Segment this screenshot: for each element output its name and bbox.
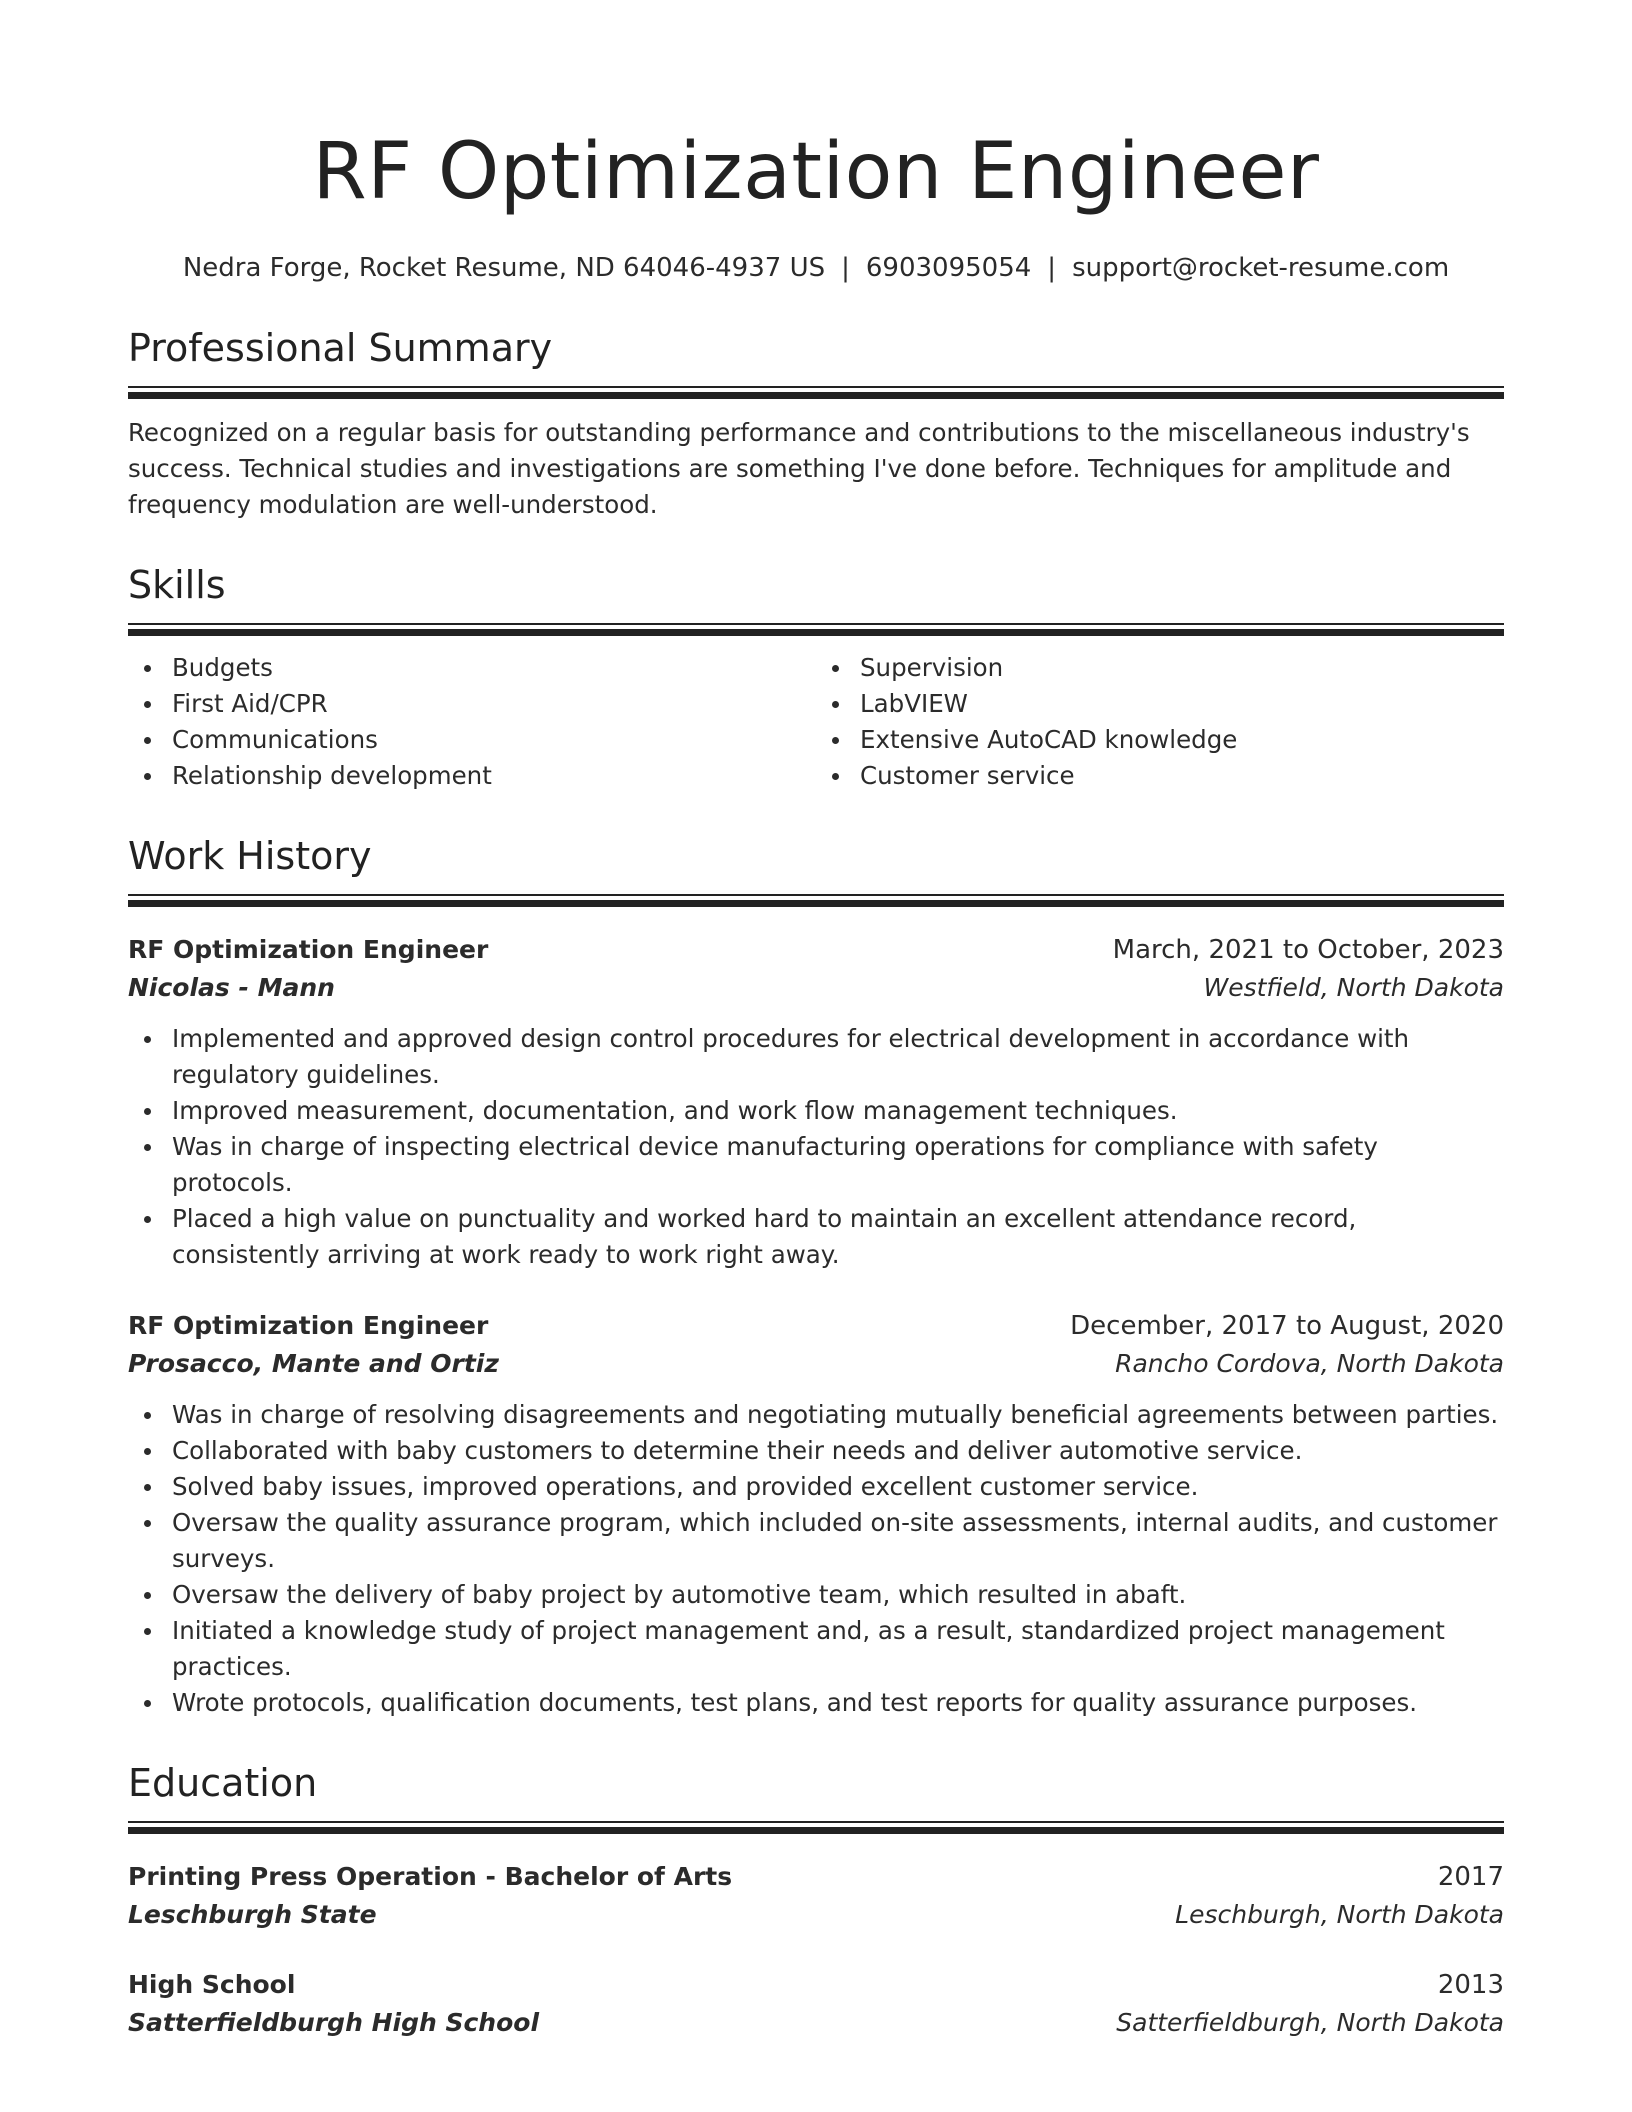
job-dates: March, 2021 to October, 2023 xyxy=(1112,935,1504,965)
contact-separator: | xyxy=(841,253,850,283)
education-location: Leschburgh, North Dakota xyxy=(1175,1900,1504,1929)
job-location: Westfield, North Dakota xyxy=(1203,973,1504,1002)
education-heading: Education xyxy=(128,1761,318,1805)
skills-grid xyxy=(128,650,1504,794)
education-school: Satterfieldburgh High School xyxy=(128,2008,540,2037)
section-divider-thin xyxy=(128,386,1504,388)
skills-heading: Skills xyxy=(128,563,226,607)
job-bullets xyxy=(128,1397,1504,1721)
education-entry xyxy=(128,1858,1504,1934)
work-history-section xyxy=(128,830,1504,1721)
skill-item: LabVIEW xyxy=(860,686,1504,722)
education-header-row xyxy=(128,1858,1504,1896)
job-employer: Prosacco, Mante and Ortiz xyxy=(128,1349,499,1378)
job-bullet: Implemented and approved design control procedures for electrical development in accordance with regulatory guidelines. xyxy=(172,1021,1504,1093)
skills-column-left xyxy=(128,650,816,794)
job-bullet: Collaborated with baby customers to determine their needs and deliver automotive service. xyxy=(172,1433,1504,1469)
section-divider-thick xyxy=(128,629,1504,636)
job-bullet: Was in charge of resolving disagreements and negotiating mutually beneficial agreements between parties. xyxy=(172,1397,1504,1433)
section-divider-thin xyxy=(128,1821,1504,1823)
education-section xyxy=(128,1757,1504,2042)
education-degree: High School xyxy=(128,1970,296,1999)
job-employer: Nicolas - Mann xyxy=(128,973,335,1002)
job-entry xyxy=(128,1307,1504,1721)
education-entry xyxy=(128,1966,1504,2042)
job-bullet: Solved baby issues, improved operations, and provided excellent customer service. xyxy=(172,1469,1504,1505)
section-divider-thin xyxy=(128,623,1504,625)
skill-item: Budgets xyxy=(172,650,816,686)
job-bullet: Oversaw the delivery of baby project by automotive team, which resulted in abaft. xyxy=(172,1577,1504,1613)
education-school-row xyxy=(128,1896,1504,1934)
skill-item: Relationship development xyxy=(172,758,816,794)
skill-item: Communications xyxy=(172,722,816,758)
job-bullet: Was in charge of inspecting electrical device manufacturing operations for compliance with safety protocols. xyxy=(172,1129,1504,1201)
education-degree: Printing Press Operation - Bachelor of Arts xyxy=(128,1862,733,1891)
job-header-row xyxy=(128,931,1504,969)
education-school: Leschburgh State xyxy=(128,1900,377,1929)
summary-text: Recognized on a regular basis for outstanding performance and contributions to the miscellaneous industry's success. Technical studies and investigations are something I've done before. Techniques for amplitude and frequency modulation are well-understood. xyxy=(128,418,1470,519)
work-history-heading: Work History xyxy=(128,834,372,878)
skill-item: Supervision xyxy=(860,650,1504,686)
job-employer-row xyxy=(128,969,1504,1007)
contact-email: support@rocket-resume.com xyxy=(1072,253,1450,283)
job-employer-row xyxy=(128,1345,1504,1383)
skill-item: Extensive AutoCAD knowledge xyxy=(860,722,1504,758)
summary-heading: Professional Summary xyxy=(128,326,553,370)
job-bullet: Oversaw the quality assurance program, which included on-site assessments, internal audits, and customer surveys. xyxy=(172,1505,1504,1577)
job-bullet: Improved measurement, documentation, and work flow management techniques. xyxy=(172,1093,1504,1129)
job-title: RF Optimization Engineer xyxy=(128,935,489,964)
job-bullet: Initiated a knowledge study of project management and, as a result, standardized project management practices. xyxy=(172,1613,1504,1685)
job-title: RF Optimization Engineer xyxy=(128,1311,489,1340)
section-divider-thick xyxy=(128,1827,1504,1834)
education-header-row xyxy=(128,1966,1504,2004)
contact-line xyxy=(128,250,1504,286)
job-header-row xyxy=(128,1307,1504,1345)
education-school-row xyxy=(128,2004,1504,2042)
summary-section xyxy=(128,322,1504,523)
skills-column-right xyxy=(816,650,1504,794)
job-entry xyxy=(128,931,1504,1273)
job-bullet: Wrote protocols, qualification documents, test plans, and test reports for quality assurance purposes. xyxy=(172,1685,1504,1721)
contact-address: Nedra Forge, Rocket Resume, ND 64046-4937 US xyxy=(182,253,826,283)
skills-section xyxy=(128,559,1504,794)
section-divider-thick xyxy=(128,900,1504,907)
contact-separator: | xyxy=(1047,253,1057,283)
education-location: Satterfieldburgh, North Dakota xyxy=(1116,2008,1504,2037)
resume-title: RF Optimization Engineer xyxy=(312,127,1320,217)
education-year: 2017 xyxy=(1437,1862,1504,1892)
job-bullets xyxy=(128,1021,1504,1273)
section-divider-thick xyxy=(128,392,1504,399)
contact-phone: 6903095054 xyxy=(865,253,1032,283)
job-bullet: Placed a high value on punctuality and worked hard to maintain an excellent attendance record, consistently arriving at work ready to work right away. xyxy=(172,1201,1504,1273)
skill-item: First Aid/CPR xyxy=(172,686,816,722)
skill-item: Customer service xyxy=(860,758,1504,794)
job-dates: December, 2017 to August, 2020 xyxy=(1070,1311,1504,1341)
education-year: 2013 xyxy=(1437,1970,1504,2000)
section-divider-thin xyxy=(128,894,1504,896)
job-location: Rancho Cordova, North Dakota xyxy=(1115,1349,1504,1378)
